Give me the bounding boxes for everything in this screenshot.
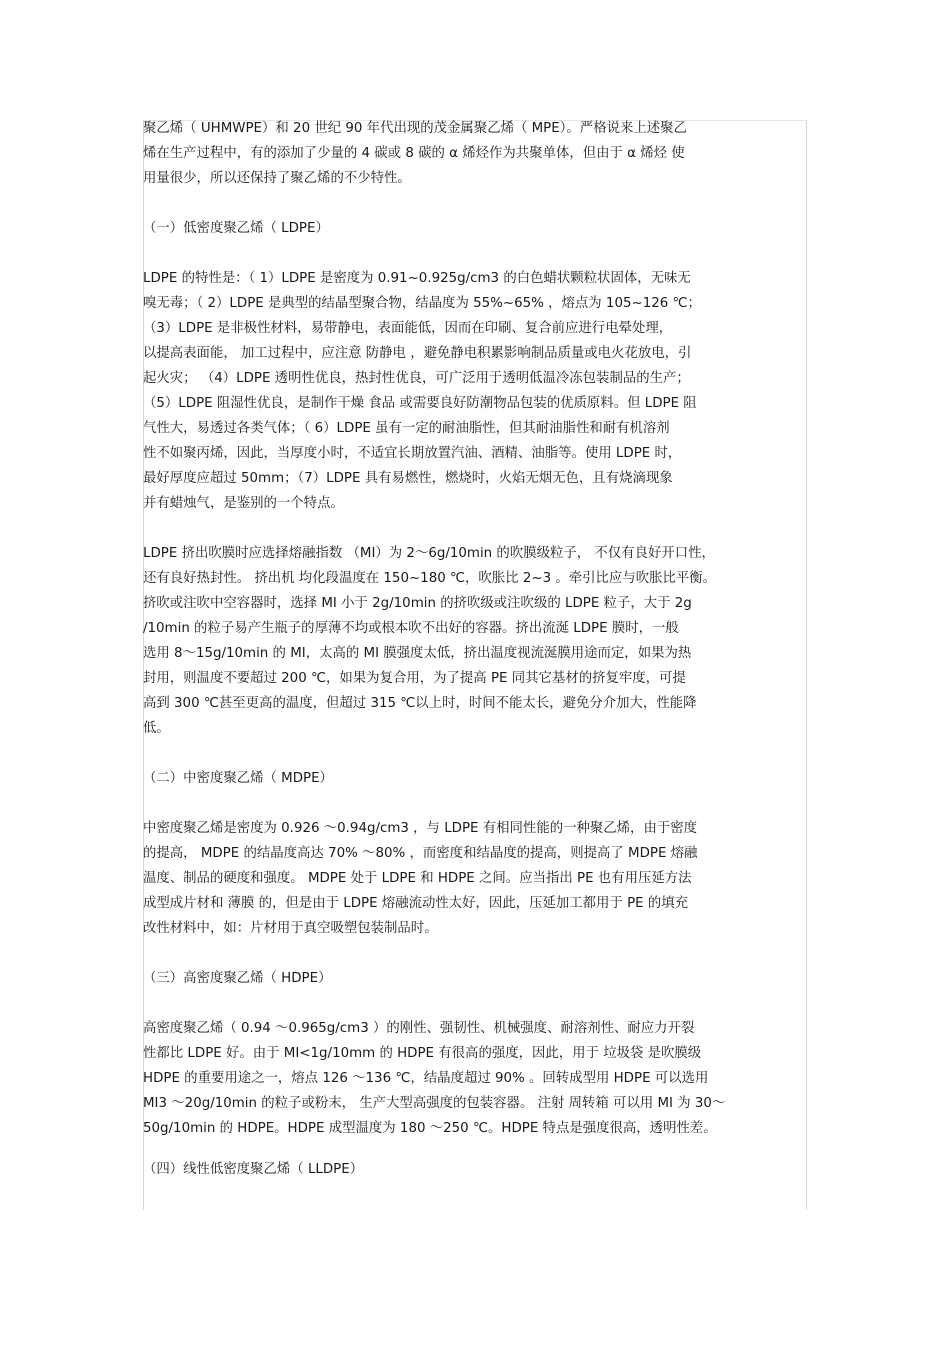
text-line: 高到 300 ℃甚至更高的温度，但超过 315 ℃以上时，时间不能太长，避免分介加大，性能降	[143, 696, 697, 711]
text-line: （5）LDPE 阻湿性优良，是制作干燥 食品 或需要良好防潮物品包装的优质原料。但 LDPE 阻	[143, 396, 697, 411]
section-heading-hdpe: （三）高密度聚乙烯（ HDPE）	[143, 971, 332, 986]
text-line: 的提高， MDPE 的结晶度高达 70% ～80% ，而密度和结晶度的提高，则提高了 MDPE 熔融	[143, 846, 698, 861]
text-line: 烯在生产过程中，有的添加了少量的 4 碳或 8 碳的 α 烯烃作为共聚单体，但由于 α 烯烃 使	[143, 146, 685, 161]
text-line: /10min 的粒子易产生瓶子的厚薄不均或根本吹不出好的容器。挤出流涎 LDPE 膜时，一般	[143, 621, 679, 636]
document-body	[143, 116, 807, 1182]
text-line: 中密度聚乙烯是密度为 0.926 ～0.94g/cm3 ，与 LDPE 有相同性能的一种聚乙烯，由于密度	[143, 821, 698, 836]
text-line: 温度、制品的硬度和强度。 MDPE 处于 LDPE 和 HDPE 之间。应当指出 PE 也有用压延方法	[143, 871, 692, 886]
text-line: HDPE 的重要用途之一，熔点 126 ～136 ℃，结晶度超过 90% 。回转成型用 HDPE 可以选用	[143, 1071, 709, 1086]
text-line: 挤吹或注吹中空容器时，选择 MI 小于 2g/10min 的挤吹级或注吹级的 LDPE 粒子，大于 2g	[143, 596, 692, 611]
text-line: 以提高表面能， 加工过程中，应注意 防静电 ，避免静电积累影响制品质量或电火花放电，引	[143, 346, 692, 361]
text-line: 并有蜡烛气，是鉴别的一个特点。	[143, 496, 344, 511]
text-line: （3）LDPE 是非极性材料，易带静电，表面能低，因而在印刷、复合前应进行电晕处理，	[143, 321, 673, 336]
text-line: 还有良好热封性。 挤出机 均化段温度在 150~180 ℃，吹胀比 2~3 。牵引比应与吹胀比平衡。	[143, 571, 717, 586]
text-line: 高密度聚乙烯（ 0.94 ～0.965g/cm3 ）的刚性、强韧性、机械强度、耐溶剂性、耐应力开裂	[143, 1021, 695, 1036]
text-line: 起火灾； （4）LDPE 透明性优良，热封性优良，可广泛用于透明低温冷冻包装制品的生产；	[143, 371, 690, 386]
text-line: 封用，则温度不要超过 200 ℃，如果为复合用，为了提高 PE 同其它基材的挤复牢度，可提	[143, 671, 686, 686]
section-heading-lldpe: （四）线性低密度聚乙烯（ LLDPE）	[143, 1162, 364, 1177]
text-line: MI3 ～20g/10min 的粒子或粉末， 生产大型高强度的包装容器。 注射 周转箱 可以用 MI 为 30～	[143, 1096, 726, 1111]
text-line: 成型成片材和 薄膜 的，但是由于 LDPE 熔融流动性太好，因此，压延加工都用于 PE 的填充	[143, 896, 689, 911]
text-line: 用量很少，所以还保持了聚乙烯的不少特性。	[143, 171, 411, 186]
text-line: 嗅无毒；（ 2）LDPE 是典型的结晶型聚合物，结晶度为 55%~65% ，熔点为 105~126 ℃；	[143, 296, 701, 311]
text-line: 性都比 LDPE 好。由于 MI<1g/10mm 的 HDPE 有很高的强度，因此，用于 垃圾袋 是吹膜级	[143, 1046, 702, 1061]
text-line: LDPE 的特性是：（ 1）LDPE 是密度为 0.91~0.925g/cm3 的白色蜡状颗粒状固体，无味无	[143, 271, 691, 286]
section-heading-ldpe: （一）低密度聚乙烯（ LDPE）	[143, 221, 329, 236]
section-heading-mdpe: （二）中密度聚乙烯（ MDPE）	[143, 771, 333, 786]
text-line: 性不如聚丙烯，因此，当厚度小时，不适宜长期放置汽油、酒精、油脂等。使用 LDPE 时，	[143, 446, 682, 461]
text-line: LDPE 挤出吹膜时应选择熔融指数 （MI）为 2～6g/10min 的吹膜级粒子， 不仅有良好开口性，	[143, 546, 715, 561]
text-line: 低。	[143, 721, 170, 736]
text-line: 聚乙烯（ UHMWPE）和 20 世纪 90 年代出现的茂金属聚乙烯（ MPE）。严格说来上述聚乙	[143, 121, 687, 136]
text-line: 50g/10min 的 HDPE。HDPE 成型温度为 180 ～250 ℃。HDPE 特点是强度很高，透明性差。	[143, 1121, 717, 1136]
text-line: 最好厚度应超过 50mm；（7）LDPE 具有易燃性，燃烧时，火焰无烟无色，且有烧滴现象	[143, 471, 673, 486]
text-line: 气性大，易透过各类气体；（ 6）LDPE 虽有一定的耐油脂性，但其耐油脂性和耐有机溶剂	[143, 421, 670, 436]
text-line: 改性材料中，如：片材用于真空吸塑包装制品时。	[143, 921, 438, 936]
text-line: 选用 8～15g/10min 的 MI，太高的 MI 膜强度太低，挤出温度视流涎膜用途而定，如果为热	[143, 646, 692, 661]
